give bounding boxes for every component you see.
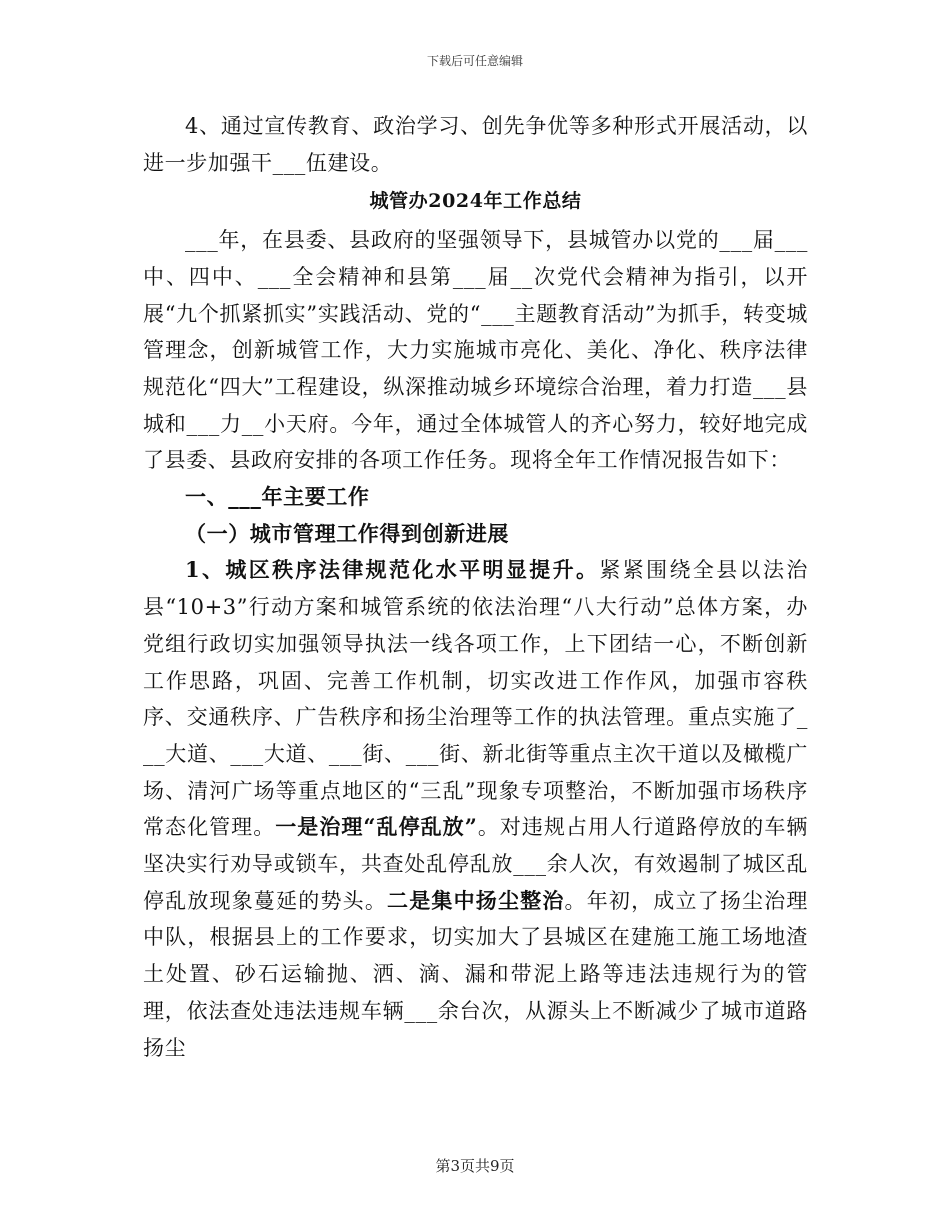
subsection-heading-1: （一）城市管理工作得到创新进展 (185, 520, 509, 546)
document-title: 城管办2024年工作总结 (369, 190, 582, 213)
paragraph-item-1 (143, 552, 808, 1066)
point-2-lead: 二是集中扬尘整治 (387, 887, 565, 913)
point-1-lead: 一是治理“乱停乱放” (275, 814, 478, 840)
point-1-text: 。对违规占用人行道路停放的车辆坚决实行劝导或锁车，共查处乱停乱放___余人次，有效遏制了城区乱停乱放现象蔓延的势头。 (143, 815, 808, 913)
section-heading-1: 一、___年主要工作 (185, 484, 370, 510)
page-footer: 第3页共9页 (435, 1157, 515, 1175)
page-header: 下载后可任意编辑 (426, 54, 523, 68)
paragraph-prev: 4、通过宣传教育、政治学习、创先争优等多种形式开展活动，以进一步加强干___伍建设。 (143, 114, 808, 175)
paragraph-intro: ___年，在县委、县政府的坚强领导下，县城管办以党的___届___中、四中、___全会精神和县第___届__次党代会精神为指引，以开展“九个抓紧抓实”实践活动、党的“___主题教育活动”为抓手，转变城管理念，创新城管工作，大力实施城市亮化、美化、净化、秩序法律规范化“四大”工程建设，纵深推动城乡环境综合治理，着力打造___县城和___力__小天府。今年，通过全体城管人的齐心努力，较好地完成了县委、县政府安排的各项工作任务。现将全年工作情况报告如下： (143, 228, 808, 473)
item-1-lead: 1、城区秩序法律规范化水平明显提升。 (185, 557, 600, 583)
point-2-text: 。年初，成立了扬尘治理中队，根据县上的工作要求，切实加大了县城区在建施工施工场地渣土处置、砂石运输抛、洒、滴、漏和带泥上路等违法违规行为的管理，依法查处违法违规车辆___余台次，从源头上不断减少了城市道路扬尘 (143, 888, 808, 1060)
document-body (143, 108, 808, 1066)
item-1-text: 紧紧围绕全县以法治县“10+3”行动方案和城管系统的依法治理“八大行动”总体方案，办党组行政切实加强领导执法一线各项工作，上下团结一心，不断创新工作思路，巩固、完善工作机制，切实改进工作作风，加强市容秩序、交通秩序、广告秩序和扬尘治理等工作的执法管理。重点实施了___大道、___大道、___街、___街、新北街等重点主次干道以及橄榄广场、清河广场等重点地区的“三乱”现象专项整治，不断加强市场秩序常态化管理。 (143, 558, 808, 840)
